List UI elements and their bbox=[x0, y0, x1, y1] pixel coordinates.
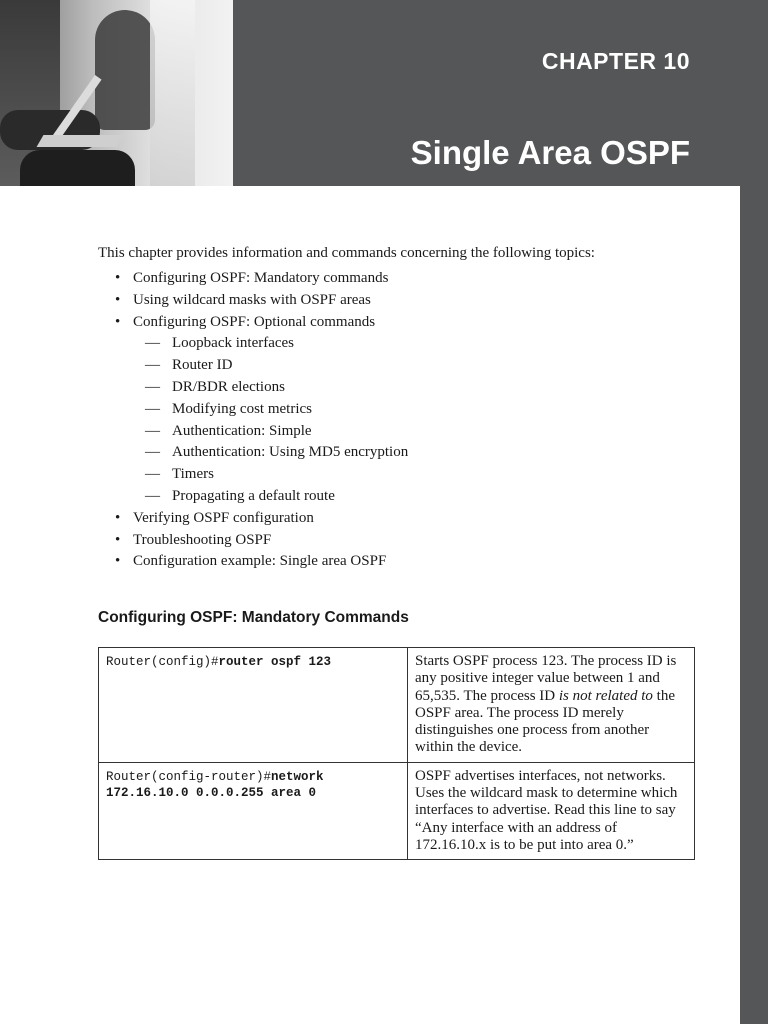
topic-item bbox=[98, 486, 698, 508]
topic-text: Using wildcard masks with OSPF areas bbox=[133, 291, 371, 308]
table-row bbox=[99, 762, 695, 859]
topic-item bbox=[98, 551, 698, 573]
description-cell bbox=[408, 648, 695, 763]
topic-text: Router ID bbox=[172, 357, 233, 374]
topic-text: Modifying cost metrics bbox=[172, 400, 312, 417]
description-text: the OSPF area. The process ID merely distinguishes one process from another within the device. bbox=[415, 687, 675, 756]
topic-list bbox=[98, 268, 698, 573]
dash-marker: — bbox=[145, 487, 160, 504]
topic-item bbox=[98, 290, 698, 312]
dash-marker: — bbox=[145, 378, 160, 395]
cli-command: router ospf 123 bbox=[218, 655, 332, 669]
chapter-label: CHAPTER 10 bbox=[541, 48, 690, 74]
command-table bbox=[98, 647, 695, 860]
topic-item bbox=[98, 421, 698, 443]
bullet-marker: • bbox=[115, 531, 121, 548]
topic-item bbox=[98, 312, 698, 334]
topic-text: Verifying OSPF configuration bbox=[133, 509, 314, 526]
bullet-marker: • bbox=[115, 553, 121, 570]
topic-text: DR/BDR elections bbox=[172, 378, 285, 395]
topic-text: Configuring OSPF: Optional commands bbox=[133, 313, 376, 330]
topic-text: Configuration example: Single area OSPF bbox=[133, 553, 387, 570]
topic-text: Propagating a default route bbox=[172, 487, 335, 504]
dash-marker: — bbox=[145, 444, 160, 461]
intro-text: This chapter provides information and commands concerning the following topics: bbox=[98, 245, 595, 261]
topic-item bbox=[98, 399, 698, 421]
chapter-header-band bbox=[233, 0, 768, 186]
command-cell bbox=[99, 762, 408, 859]
topic-text: Authentication: Simple bbox=[172, 422, 312, 439]
table-row bbox=[99, 648, 695, 763]
chapter-photo bbox=[0, 0, 233, 186]
section-heading: Configuring OSPF: Mandatory Commands bbox=[98, 609, 409, 626]
topic-text: Troubleshooting OSPF bbox=[133, 531, 272, 548]
description-cell bbox=[408, 762, 695, 859]
topic-text: Loopback interfaces bbox=[172, 335, 295, 352]
topic-item bbox=[98, 268, 698, 290]
topic-text: Timers bbox=[172, 466, 214, 483]
dash-marker: — bbox=[145, 357, 160, 374]
description-text: OSPF advertises interfaces, not networks. Uses the wildcard mask to determine which interfaces to advertise. Read this line to say “Any interface with an address of 172.16.10.x is to be put into area 0.” bbox=[415, 767, 678, 853]
topic-item bbox=[98, 508, 698, 530]
topic-text: Configuring OSPF: Mandatory commands bbox=[133, 270, 389, 286]
dash-marker: — bbox=[145, 335, 160, 352]
page-edge-bar bbox=[740, 186, 768, 1024]
cli-prompt: Router(config-router)# bbox=[106, 769, 272, 784]
topic-item bbox=[98, 377, 698, 399]
chapter-intro bbox=[98, 242, 698, 573]
topic-item bbox=[98, 530, 698, 552]
dash-marker: — bbox=[145, 466, 160, 483]
topic-item bbox=[98, 355, 698, 377]
topic-item bbox=[98, 464, 698, 486]
topic-item bbox=[98, 442, 698, 464]
bullet-marker: • bbox=[115, 291, 121, 308]
cli-prompt: Router(config)# bbox=[106, 655, 219, 669]
topic-text: Authentication: Using MD5 encryption bbox=[172, 444, 409, 461]
description-emphasis: is not related to bbox=[558, 687, 653, 704]
dash-marker: — bbox=[145, 400, 160, 417]
description-text: Starts OSPF process 123. The process ID is any positive integer value between 1 and 65,535. The process ID bbox=[415, 653, 677, 704]
dash-marker: — bbox=[145, 422, 160, 439]
bullet-marker: • bbox=[115, 509, 121, 526]
bullet-marker: • bbox=[115, 313, 121, 330]
command-cell bbox=[99, 648, 408, 763]
chapter-title: Single Area OSPF bbox=[410, 134, 690, 171]
bullet-marker: • bbox=[115, 270, 121, 286]
cli-command: network 172.16.10.0 0.0.0.255 area 0 bbox=[106, 769, 324, 800]
topic-item bbox=[98, 333, 698, 355]
